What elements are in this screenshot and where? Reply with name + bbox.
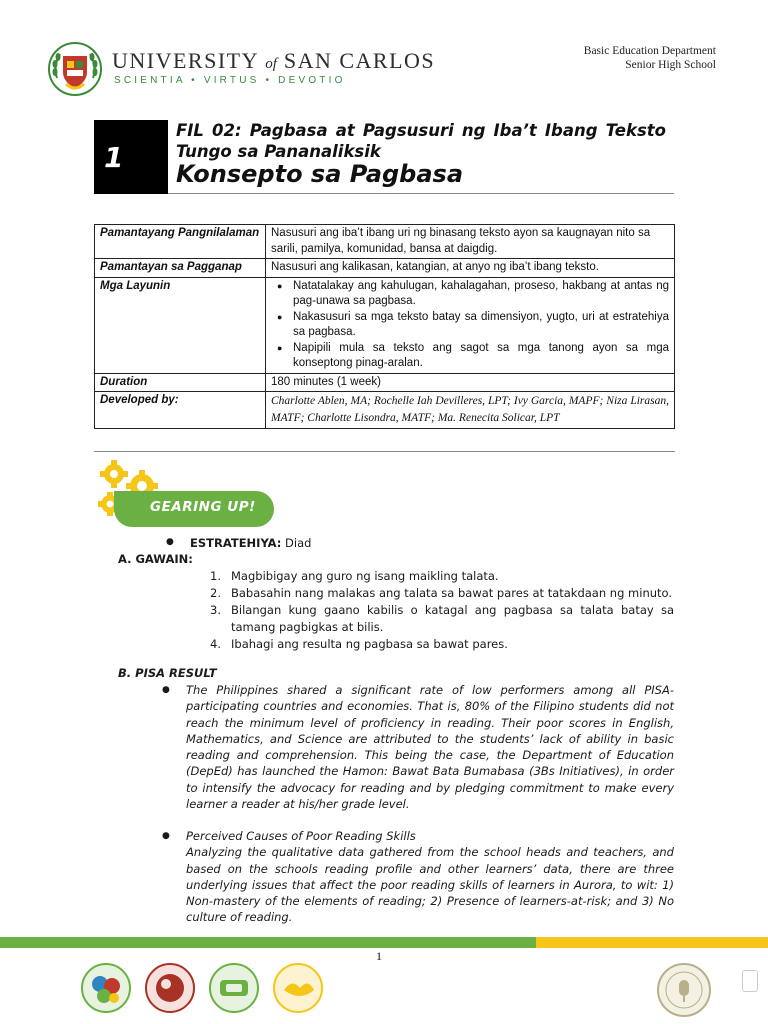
list-item: 4. Ibahagi ang resulta ng pagbasa sa bawat pares.: [210, 637, 508, 651]
corner-mark-icon: [742, 970, 758, 992]
university-seal-icon: [48, 42, 102, 96]
row-label: Mga Layunin: [95, 277, 266, 373]
module-title: Konsepto sa Pagbasa: [176, 160, 464, 188]
module-number: 1: [94, 120, 168, 194]
objective-item: ● Napipili mula sa teksto ang sagot sa mga tanong ayon sa mga konseptong pinag-aralan.: [271, 341, 669, 372]
objectives-list-cell: [266, 277, 675, 373]
row-value: Nasusuri ang iba’t ibang uri ng binasang teksto ayon sa kaugnayan nito sa sarili, pamilya, komunidad, bansa at daigdig.: [266, 225, 675, 259]
objective-item: ● Nakasusuri sa mga teksto batay sa dimensiyon, yugto, uri at estratehiya sa pagbasa.: [271, 310, 669, 341]
department-label: Basic Education Department Senior High School: [583, 45, 716, 71]
causes-body: Analyzing the qualitative data gathered from the school heads and teachers, and based on the schools reading profile and other learners’ data, there are three underlying issues that affect the poor reading skills of learners in Aurora, to wit: 1) Non-mastery of the elements of reading; 2) Presence of learners-at-risk; and 3) No culture of reading.: [186, 845, 674, 925]
footer-bar-yellow: [536, 937, 768, 948]
section-a-heading: A. GAWAIN:: [118, 552, 193, 566]
row-label: Developed by:: [95, 392, 266, 429]
pisa-paragraph: ● The Philippines shared a significant rate of low performers among all PISA-participating countries and economies. That is, 80% of the Filipino students did not reach the minimum level of proficiency in reading. Their poor scores in English, Mathematics, and Science are attributed to the students’ lack of ability in basic reading and comprehension. This being the case, the Department of Education (DepEd) has launched the Hamon: Bawat Bata Bumabasa (3Bs Initiatives), in order to intensify the advocacy for reading and by pledging commitment to make every learner a reader at his/her grade level.: [162, 683, 674, 812]
row-value: Nasusuri ang kalikasan, katangian, at anyo ng iba’t ibang teksto.: [266, 259, 675, 278]
university-motto: SCIENTIA • VIRTUS • DEVOTIO: [114, 75, 346, 86]
table-row: [95, 373, 675, 392]
causes-paragraph: [162, 828, 674, 926]
table-row: [95, 392, 675, 429]
list-item: 3. Bilangan kung gaano kabilis o katagal ang pagbasa sa talata batay sa tamang pagbigkas at bilis.: [210, 603, 674, 634]
course-title: FIL 02: Pagbasa at Pagsusuri ng Iba’t Ibang Teksto Tungo sa Pananaliksik: [176, 121, 666, 161]
university-name: UNIVERSITY of SAN CARLOS: [112, 48, 436, 73]
bullet-icon: ●: [162, 831, 170, 841]
strategy-label: ESTRATEHIYA:: [190, 536, 282, 550]
causes-subheading: Perceived Causes of Poor Reading Skills: [186, 829, 416, 843]
module-info-table: [94, 224, 675, 429]
developers-value: Charlotte Ablen, MA; Rochelle Iah Devilleres, LPT; Ivy Garcia, MAPF; Niza Lirasan, MATF; Charlotte Lisondra, MATF; Ma. Renecita Solicar, LPT: [266, 392, 675, 429]
strategy-line: [166, 536, 311, 550]
footer-bar-green: [0, 937, 536, 948]
page-number: 1: [376, 949, 382, 963]
section-divider: [94, 451, 675, 452]
title-divider: [168, 193, 674, 194]
communications-seal-icon: [656, 962, 712, 1018]
row-value: 180 minutes (1 week): [266, 373, 675, 392]
activity-steps: [210, 568, 674, 653]
banner-label: GEARING UP!: [150, 499, 256, 515]
row-label: Pamantayang Pangnilalaman: [95, 225, 266, 259]
row-label: Pamantayan sa Pagganap: [95, 259, 266, 278]
table-row: [95, 277, 675, 373]
objective-item: ● Natatalakay ang kahulugan, kahalagahan, proseso, hakbang at antas ng pag-unawa sa pagbasa.: [271, 279, 669, 310]
table-row: [95, 225, 675, 259]
program-logos-icon: [78, 958, 338, 1018]
table-row: [95, 259, 675, 278]
section-b-heading: B. PISA RESULT: [118, 666, 217, 680]
list-item: 2. Babasahin nang malakas ang talata sa bawat pares at tatakdaan ng minuto.: [210, 586, 673, 600]
strategy-value: Diad: [285, 536, 312, 550]
row-label: Duration: [95, 373, 266, 392]
bullet-icon: ●: [166, 537, 174, 547]
bullet-icon: ●: [162, 685, 170, 695]
list-item: 1. Magbibigay ang guro ng isang maikling talata.: [210, 569, 499, 583]
